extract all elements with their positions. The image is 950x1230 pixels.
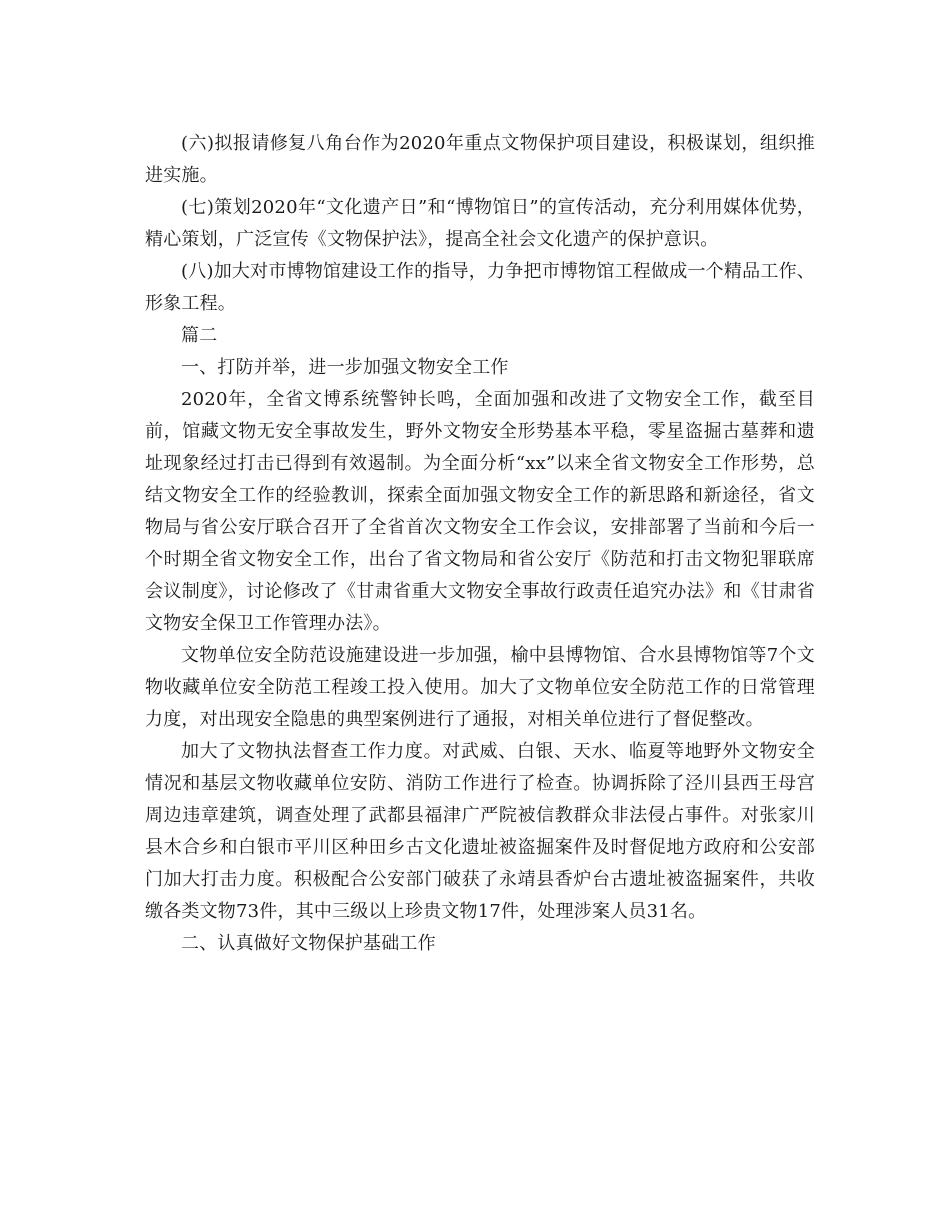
- paragraph-item-6: (六)拟报请修复八角台作为2020年重点文物保护项目建设，积极谋划，组织推进实施。: [145, 133, 815, 186]
- document-body: [145, 128, 815, 960]
- paragraph-item-7: (七)策划2020年“文化遗产日”和“博物馆日”的宣传活动，充分利用媒体优势，精心策划，广泛宣传《文物保护法》，提高全社会文化遗产的保护意识。: [145, 197, 815, 250]
- section-heading-2: 二、认真做好文物保护基础工作: [181, 933, 436, 954]
- section-label: 篇二: [181, 325, 218, 346]
- paragraph-item-8: (八)加大对市博物馆建设工作的指导，力争把市博物馆工程做成一个精品工作、形象工程。: [145, 261, 815, 314]
- section-1-paragraph-2: 文物单位安全防范设施建设进一步加强，榆中县博物馆、合水县博物馆等7个文物收藏单位安全防范工程竣工投入使用。加大了文物单位安全防范工作的日常管理力度，对出现安全隐患的典型案例进行了通报，对相关单位进行了督促整改。: [145, 645, 815, 730]
- section-1-paragraph-3: 加大了文物执法督查工作力度。对武威、白银、天水、临夏等地野外文物安全情况和基层文物收藏单位安防、消防工作进行了检查。协调拆除了泾川县西王母宫周边违章建筑，调查处理了武都县福津广严院被信教群众非法侵占事件。对张家川县木合乡和白银市平川区种田乡古文化遗址被盗掘案件及时督促地方政府和公安部门加大打击力度。积极配合公安部门破获了永靖县香炉台古遗址被盗掘案件，共收缴各类文物73件，其中三级以上珍贵文物17件，处理涉案人员31名。: [145, 741, 815, 922]
- section-1-paragraph-1: 2020年，全省文博系统警钟长鸣，全面加强和改进了文物安全工作，截至目前，馆藏文物无安全事故发生，野外文物安全形势基本平稳，零星盗掘古墓葬和遗址现象经过打击已得到有效遏制。为全面分析“xx”以来全省文物安全工作形势，总结文物安全工作的经验教训，探索全面加强文物安全工作的新思路和新途径，省文物局与省公安厅联合召开了全省首次文物安全工作会议，安排部署了当前和今后一个时期全省文物安全工作，出台了省文物局和省公安厅《防范和打击文物犯罪联席会议制度》，讨论修改了《甘肃省重大文物安全事故行政责任追究办法》和《甘肃省文物安全保卫工作管理办法》。: [145, 389, 815, 634]
- section-heading-1: 一、打防并举，进一步加强文物安全工作: [181, 357, 509, 378]
